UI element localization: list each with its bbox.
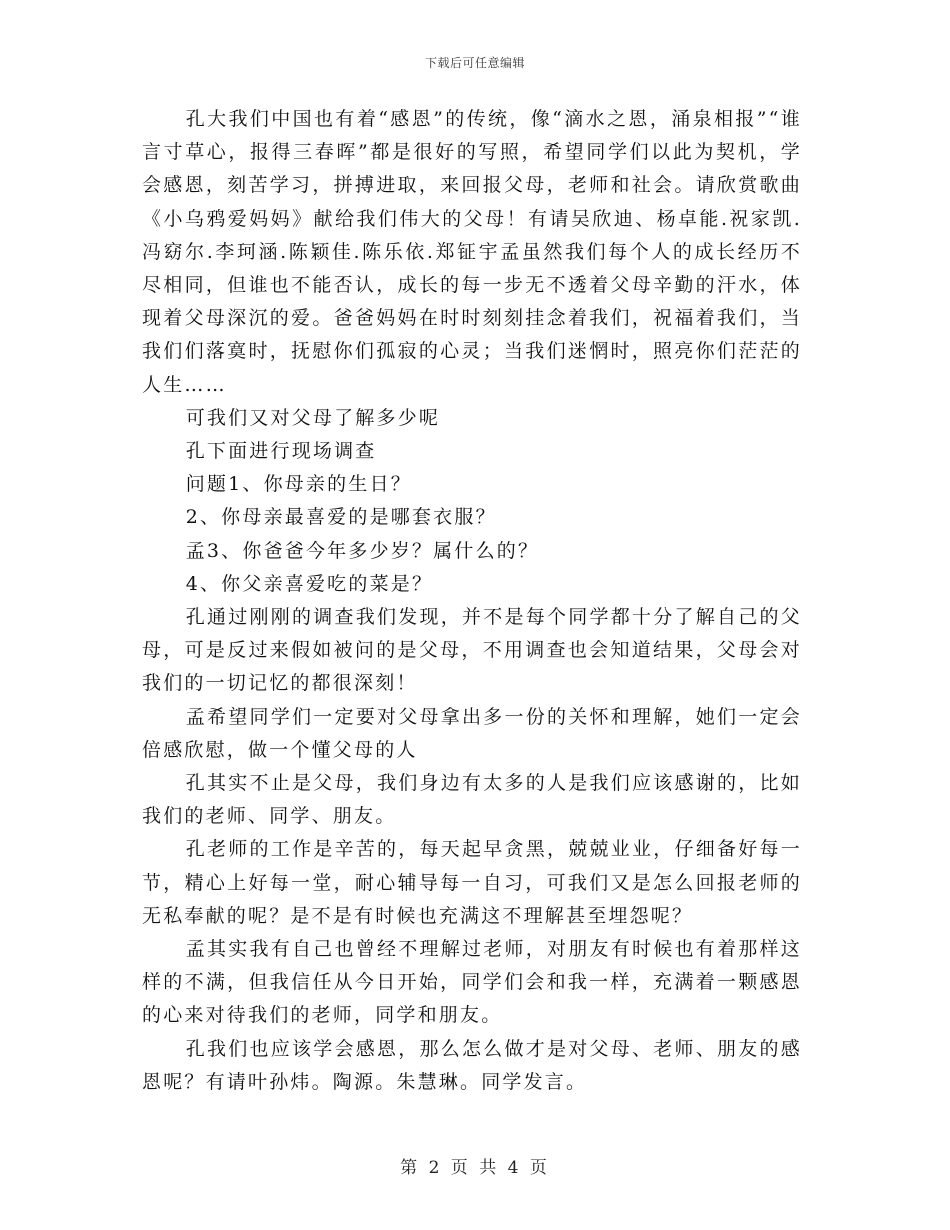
survey-question: 孟3、你爸爸今年多少岁？属什么的？ [185, 539, 540, 562]
page-number-footer: 第 2 页 共 4 页 [400, 1158, 550, 1178]
paragraph: 孔其实不止是父母，我们身边有太多的人是我们应该感谢的，比如我们的老师、同学、朋友。 [142, 772, 802, 828]
document-body [142, 103, 802, 1099]
page-header: 下载后可任意编辑 [424, 56, 525, 70]
paragraph: 孟希望同学们一定要对父母拿出多一份的关怀和理解，她们一定会倍感欣慰，做一个懂父母的人 [142, 705, 802, 761]
paragraph: 孔我们也应该学会感恩，那么怎么做才是对父母、老师、朋友的感恩呢？有请叶孙炜。陶源。朱慧琳。同学发言。 [142, 1037, 802, 1093]
paragraph: 孟其实我有自己也曾经不理解过老师，对朋友有时候也有着那样这样的不满，但我信任从今日开始，同学们会和我一样，充满着一颗感恩的心来对待我们的老师，同学和朋友。 [142, 938, 802, 1027]
paragraph: 孔下面进行现场调查 [185, 440, 377, 463]
survey-question: 问题1、你母亲的生日？ [185, 473, 412, 496]
paragraph: 孔大我们中国也有着“感恩”的传统，像“滴水之恩，涌泉相报”“谁言寸草心，报得三春晖”都是很好的写照，希望同学们以此为契机，学会感恩，刻苦学习，拼搏进取，来回报父母，老师和社会。请欣赏歌曲《小乌鸦爱妈妈》献给我们伟大的父母！有请吴欣迪、杨卓能.祝家凯.冯窈尔.李珂涵.陈颖佳.陈乐依.郑钲宇孟虽然我们每个人的成长经历不尽相同，但谁也不能否认，成长的每一步无不透着父母辛勤的汗水，体现着父母深沉的爱。爸爸妈妈在时时刻刻挂念着我们，祝福着我们，当我们们落寞时，抚慰你们孤寂的心灵；当我们迷惘时，照亮你们茫茫的人生…… [142, 108, 802, 396]
paragraph: 孔通过刚刚的调查我们发现，并不是每个同学都十分了解自己的父母，可是反过来假如被问的是父母，不用调查也会知道结果，父母会对我们的一切记忆的都很深刻！ [142, 606, 802, 695]
survey-question: 4、你父亲喜爱吃的菜是？ [185, 572, 434, 595]
survey-question: 2、你母亲最喜爱的是哪套衣服？ [185, 506, 497, 529]
paragraph: 可我们又对父母了解多少呢 [185, 406, 441, 429]
paragraph: 孔老师的工作是辛苦的，每天起早贪黑，兢兢业业，仔细备好每一节，精心上好每一堂，耐心辅导每一自习，可我们又是怎么回报老师的无私奉献的呢？是不是有时候也充满这不理解甚至埋怨呢？ [142, 838, 802, 927]
